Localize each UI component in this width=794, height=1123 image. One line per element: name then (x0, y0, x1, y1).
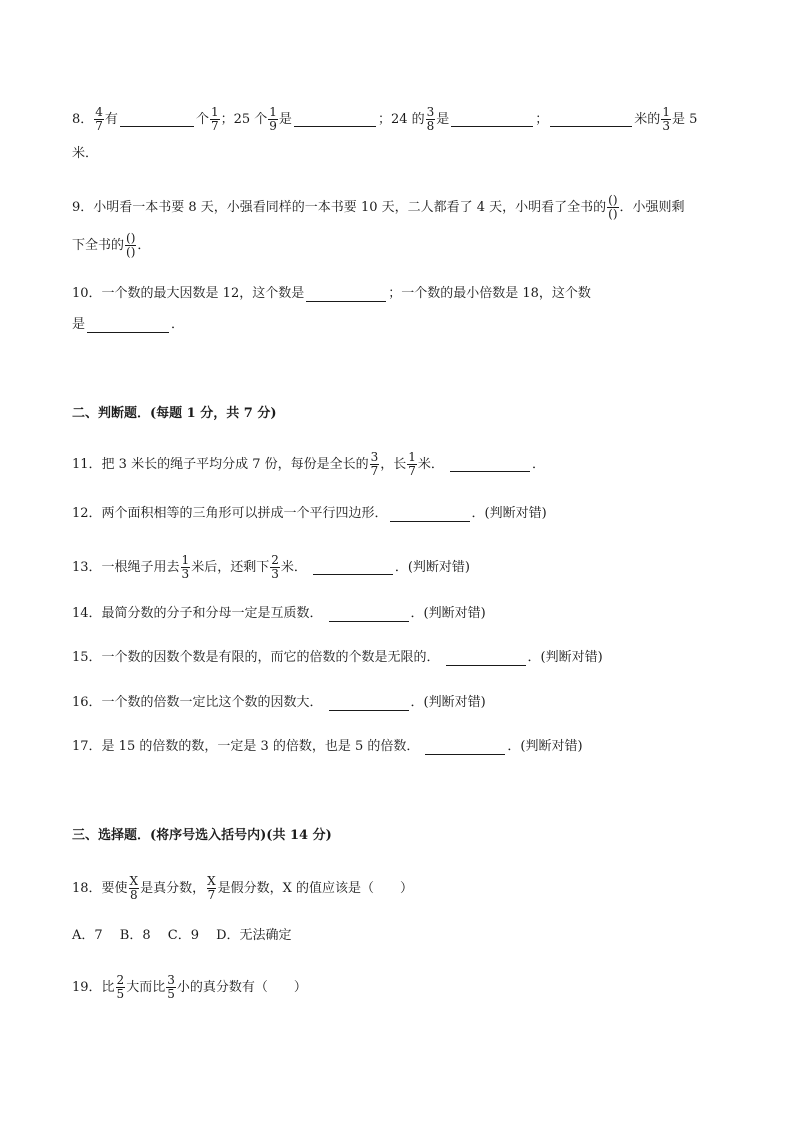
fraction: $\frac{()}{()}$ (126, 231, 136, 259)
question-8-continued: 米． (72, 146, 99, 161)
fraction: $\frac{1}{3}$ (662, 105, 670, 133)
answer-blank[interactable] (446, 651, 526, 666)
question-number: 8． (72, 111, 94, 127)
fraction: $\frac{2}{5}$ (116, 973, 125, 1001)
answer-blank[interactable] (313, 560, 393, 575)
answer-blank[interactable] (451, 112, 533, 127)
answer-blank[interactable] (450, 457, 530, 472)
fraction: $\frac{3}{7}$ (370, 450, 379, 478)
fraction: $\frac{X}{8}$ (129, 874, 139, 902)
question-8: 8． $\frac{4}{7}$ 有 个 $\frac{1}{7}$ ；25 个 $\frac{1}{9}$ 是 ；24 的 $\frac{3}{8}$ 是 ； 米的 $\frac{1}{3}$ 是 5 (72, 105, 698, 133)
answer-blank[interactable] (390, 507, 470, 522)
fraction: $\frac{3}{8}$ (426, 105, 435, 133)
question-9: 9．小明看一本书要 8 天，小强看同样的一本书要 10 天，二人都看了 4 天，小明看了全书的 $\frac{()}{()}$ ．小强则剩 (72, 193, 685, 221)
answer-blank[interactable] (425, 740, 505, 755)
question-11: 11．把 3 米长的绳子平均分成 7 份，每份是全长的 $\frac{3}{7}$ ，长 $\frac{1}{7}$ 米． ． (72, 450, 545, 478)
fraction: $\frac{1}{9}$ (269, 105, 277, 133)
answer-blank[interactable] (550, 112, 632, 127)
answer-blank[interactable] (294, 112, 376, 127)
question-16: 16．一个数的倍数一定比这个数的因数大． ．(判断对错) (72, 695, 486, 710)
question-15: 15．一个数的因数个数是有限的，而它的倍数的个数是无限的． ．(判断对错) (72, 650, 603, 665)
question-18-options: A．7 B．8 C．9 D．无法确定 (72, 928, 292, 943)
question-9-continued: 下全书的 $\frac{()}{()}$ ． (72, 231, 151, 259)
fraction: $\frac{1}{7}$ (408, 450, 416, 478)
fraction: $\frac{4}{7}$ (95, 105, 103, 133)
question-10: 10．一个数的最大因数是 12，这个数是 ；一个数的最小倍数是 18，这个数 (72, 286, 591, 301)
answer-blank[interactable] (120, 112, 194, 127)
question-14: 14．最简分数的分子和分母一定是互质数． ．(判断对错) (72, 606, 486, 621)
fraction: $\frac{()}{()}$ (608, 193, 618, 221)
answer-blank[interactable] (306, 287, 386, 302)
question-17: 17．是 15 的倍数的数，一定是 3 的倍数，也是 5 的倍数． ．(判断对错) (72, 739, 583, 754)
answer-blank[interactable] (329, 696, 409, 711)
section-3-heading: 三、选择题．(将序号选入括号内)(共 14 分) (72, 828, 332, 843)
fraction: $\frac{2}{3}$ (271, 553, 279, 581)
fraction: $\frac{1}{7}$ (210, 105, 219, 133)
question-10-continued: 是 ． (72, 317, 185, 332)
answer-blank[interactable] (329, 607, 409, 622)
question-13: 13．一根绳子用去 $\frac{1}{3}$ 米后，还剩下 $\frac{2}{3}$ 米． ．(判断对错) (72, 553, 471, 581)
section-2-heading: 二、判断题．(每题 1 分，共 7 分) (72, 406, 277, 421)
fraction: $\frac{3}{5}$ (167, 973, 175, 1001)
answer-blank[interactable] (87, 318, 169, 333)
question-12: 12．两个面积相等的三角形可以拼成一个平行四边形． ．(判断对错) (72, 506, 547, 521)
question-18: 18．要使 $\frac{X}{8}$ 是真分数， $\frac{X}{7}$ 是假分数，X 的值应该是（ ） (72, 874, 414, 902)
question-19: 19．比 $\frac{2}{5}$ 大而比 $\frac{3}{5}$ 小的真分数有（ ） (72, 973, 307, 1001)
fraction: $\frac{1}{3}$ (181, 553, 190, 581)
fraction: $\frac{X}{7}$ (207, 874, 216, 902)
